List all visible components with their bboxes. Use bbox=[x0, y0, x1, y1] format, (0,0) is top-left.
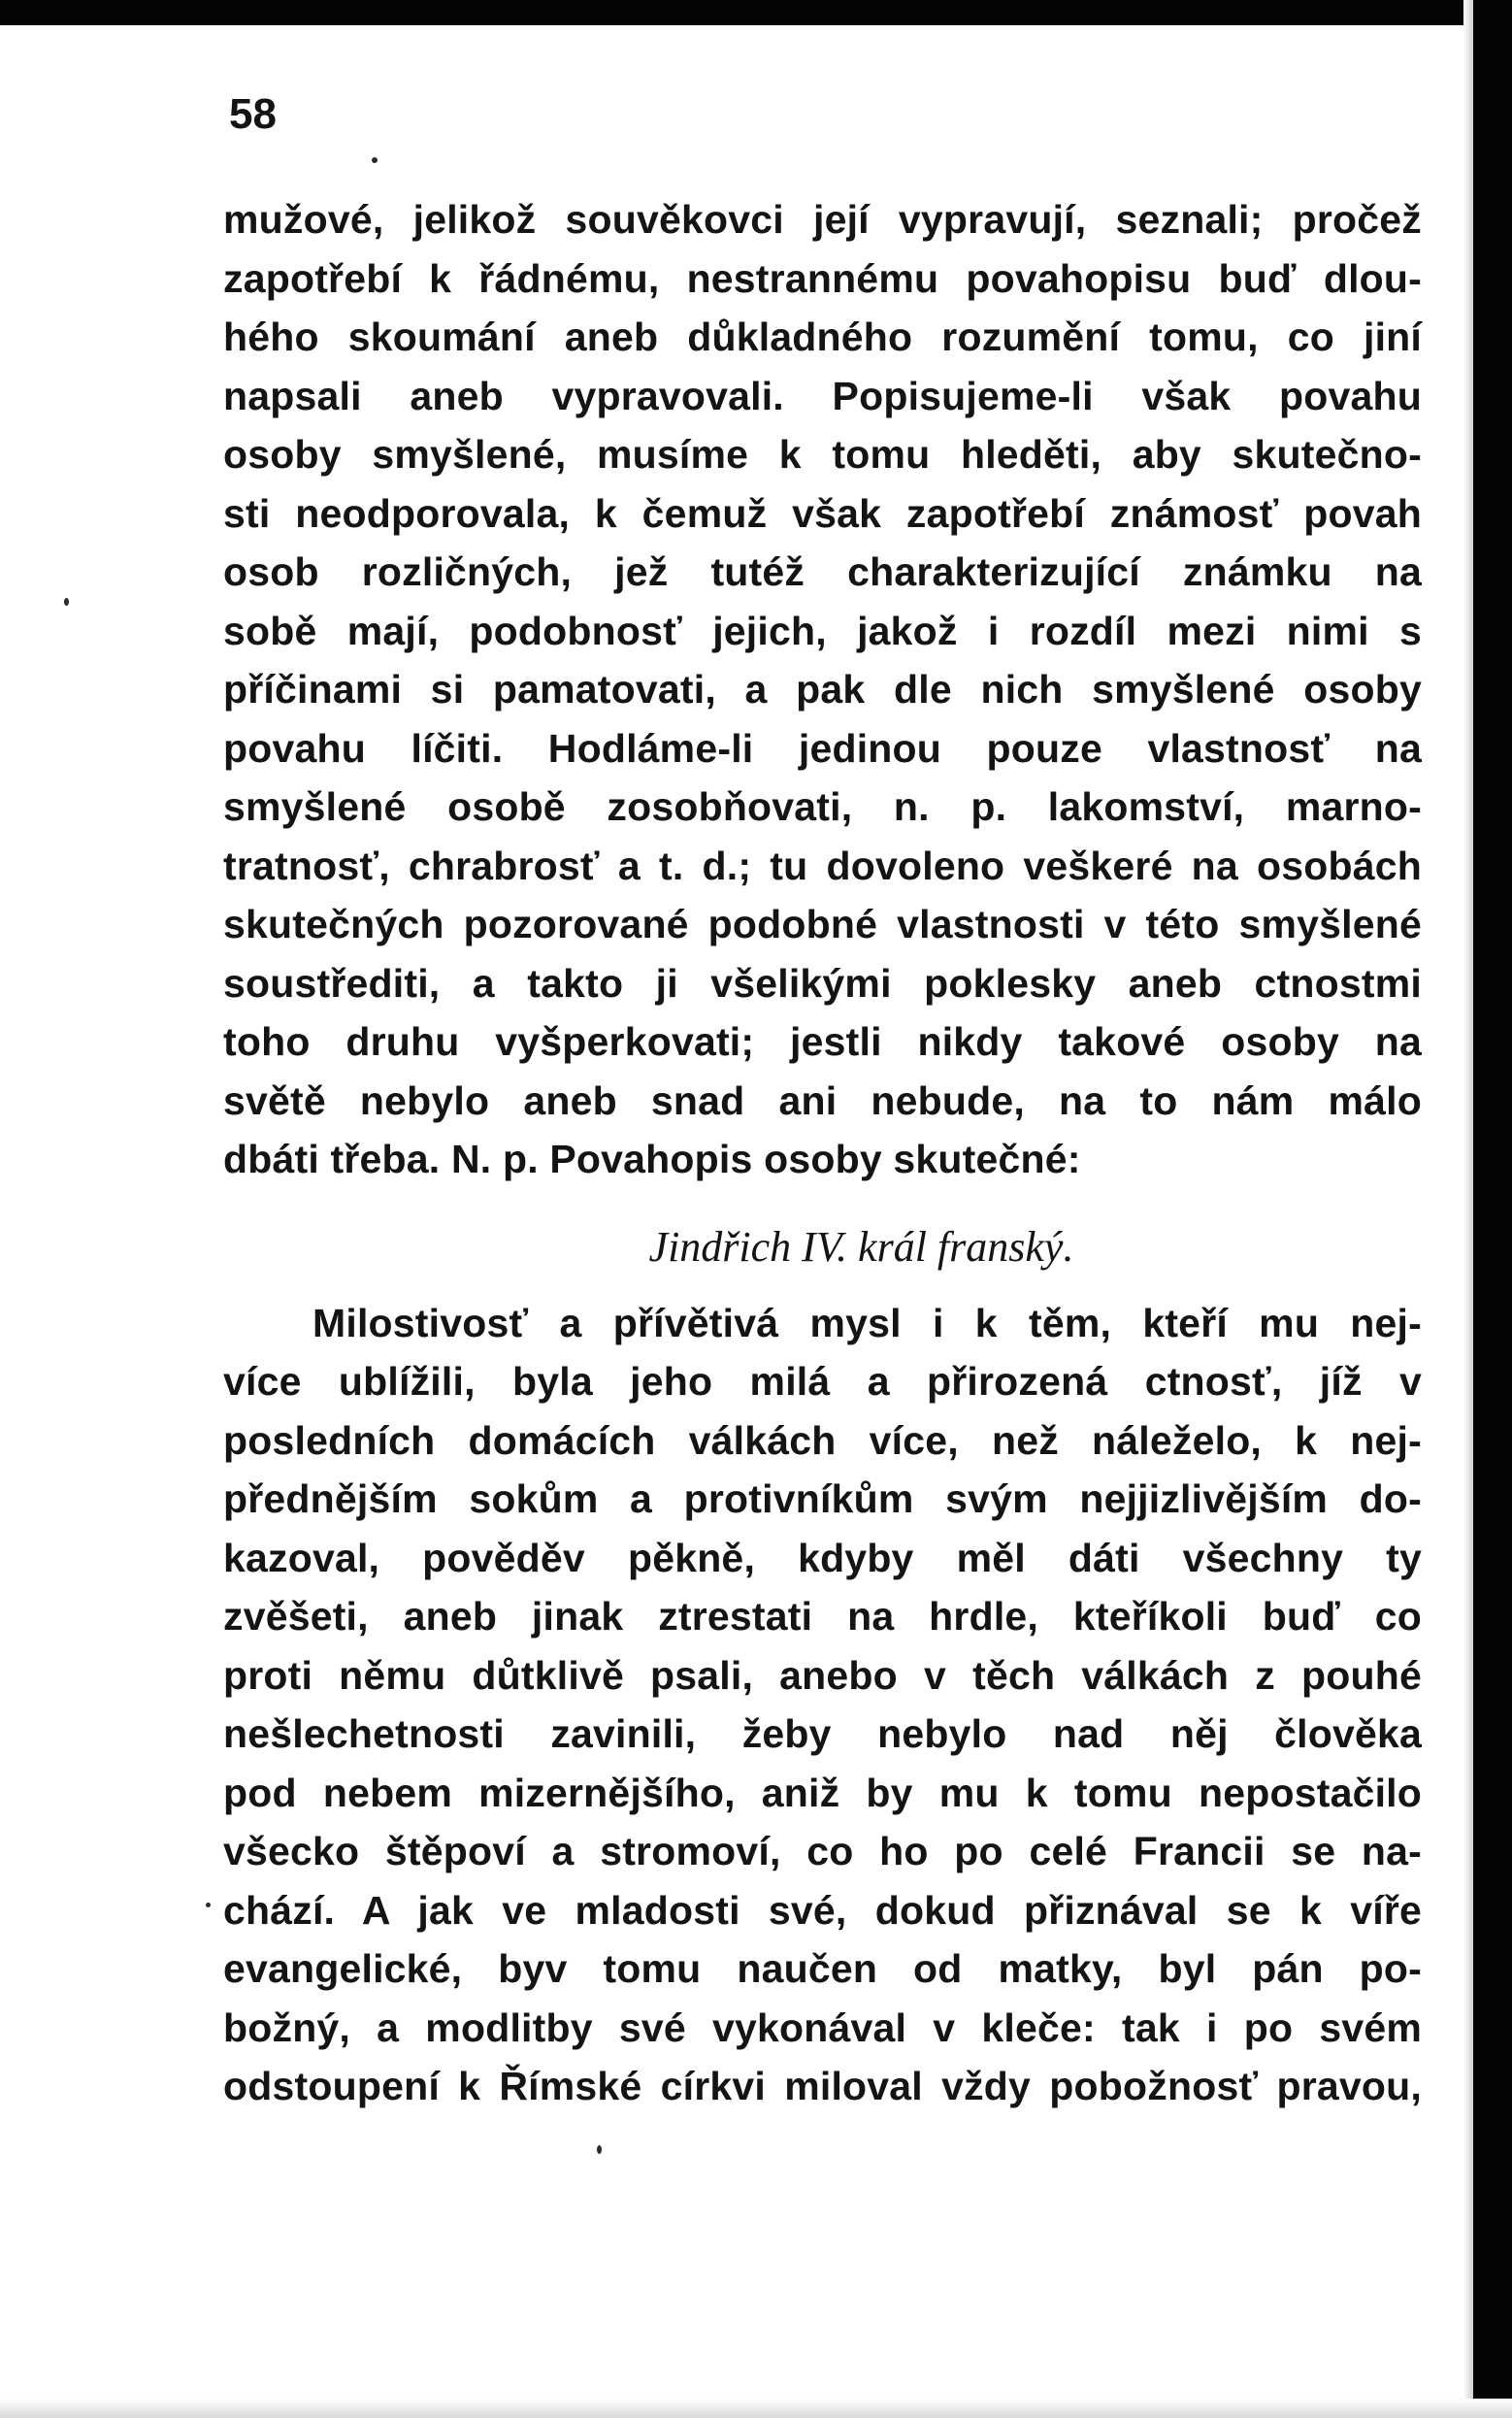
ink-speck bbox=[597, 2145, 602, 2154]
scan-right-border bbox=[1473, 0, 1512, 2418]
text-line: povahu líčiti. Hodláme-li jedinou pouze vlastnosť na bbox=[223, 725, 1422, 771]
text-line: posledních domácích válkách více, než náleželo, k nej- bbox=[223, 1417, 1422, 1463]
ink-speck bbox=[64, 598, 69, 606]
text-line: dbáti třeba. N. p. Povahopis osoby skutečné: bbox=[223, 1137, 1081, 1181]
text-line: soustřediti, a takto ji všelikými poklesky aneb ctnostmi bbox=[223, 960, 1422, 1006]
text-line: osoby smyšlené, musíme k tomu hleděti, aby skutečno- bbox=[223, 432, 1422, 477]
text-line: Milostivosť a přívětivá mysl i k těm, kteří mu nej- bbox=[312, 1300, 1422, 1345]
ink-speck bbox=[206, 1903, 211, 1907]
text-line: evangelické, byv tomu naučen od matky, byl pán po- bbox=[223, 1946, 1422, 1991]
text-line: božný, a modlitby své vykonával v kleče: tak i po svém bbox=[223, 2004, 1422, 2050]
text-line: přednějším sokům a protivníkům svým nejjizlivějším do- bbox=[223, 1476, 1422, 1521]
text-line: světě nebylo aneb snad ani nebude, na to nám málo bbox=[223, 1077, 1422, 1123]
text-line: odstoupení k Římské církvi miloval vždy pobožnosť pravou, bbox=[223, 2064, 1422, 2108]
text-line: příčinami si pamatovati, a pak dle nich smyšlené osoby bbox=[223, 667, 1422, 712]
text-line: osob rozličných, jež tutéž charakterizující známku na bbox=[223, 549, 1422, 594]
text-line: tratnosť, chrabrosť a t. d.; tu dovoleno veškeré na osobách bbox=[223, 843, 1422, 888]
text-line: napsali aneb vypravovali. Popisujeme-li však povahu bbox=[223, 373, 1422, 418]
section-heading: Jindřich IV. král franský. bbox=[648, 1222, 1074, 1271]
text-line: všecko štěpoví a stromoví, co ho po celé Francii se na- bbox=[223, 1829, 1422, 1873]
text-line: skutečných pozorované podobné vlastnosti v této smyšlené bbox=[223, 902, 1422, 946]
paragraph-1 bbox=[223, 190, 1422, 1189]
scan-right-shadow bbox=[1463, 0, 1473, 2418]
paragraph-2 bbox=[223, 1294, 1422, 2116]
text-line: smyšlené osobě zosobňovati, n. p. lakomství, marno- bbox=[223, 784, 1422, 829]
text-line: zapotřebí k řádnému, nestrannému povahopisu buď dlou- bbox=[223, 255, 1422, 301]
text-line: sti neodporovala, k čemuž však zapotřebí známosť povah bbox=[223, 490, 1422, 536]
page-number: 58 bbox=[229, 90, 277, 138]
text-line: kazoval, pověděv pěkně, kdyby měl dáti všechny ty bbox=[223, 1535, 1422, 1580]
text-line: proti němu důtklivě psali, anebo v těch válkách z pouhé bbox=[223, 1652, 1422, 1698]
text-line: hého skoumání aneb důkladného rozumění tomu, co jiní bbox=[223, 315, 1422, 359]
scan-top-border bbox=[0, 0, 1512, 25]
text-line: toho druhu vyšperkovati; jestli nikdy takové osoby na bbox=[223, 1019, 1422, 1064]
book-page-content bbox=[223, 87, 1422, 2116]
text-line: mužové, jelikož souvěkovci její vypravují, seznali; pročež bbox=[223, 197, 1422, 242]
text-line: nešlechetnosti zavinili, žeby nebylo nad něj člověka bbox=[223, 1711, 1422, 1756]
text-line: zvěšeti, aneb jinak ztrestati na hrdle, kteříkoli buď co bbox=[223, 1594, 1422, 1639]
text-line: chází. A jak ve mladosti své, dokud přiznával se k víře bbox=[223, 1887, 1422, 1933]
text-line: více ublížili, byla jeho milá a přirozená ctnosť, jíž v bbox=[223, 1359, 1422, 1404]
scan-bottom-shadow bbox=[0, 2399, 1512, 2418]
text-line: pod nebem mizernějšího, aniž by mu k tomu nepostačilo bbox=[223, 1770, 1422, 1815]
text-line: sobě mají, podobnosť jejich, jakož i rozdíl mezi nimi s bbox=[223, 608, 1422, 653]
